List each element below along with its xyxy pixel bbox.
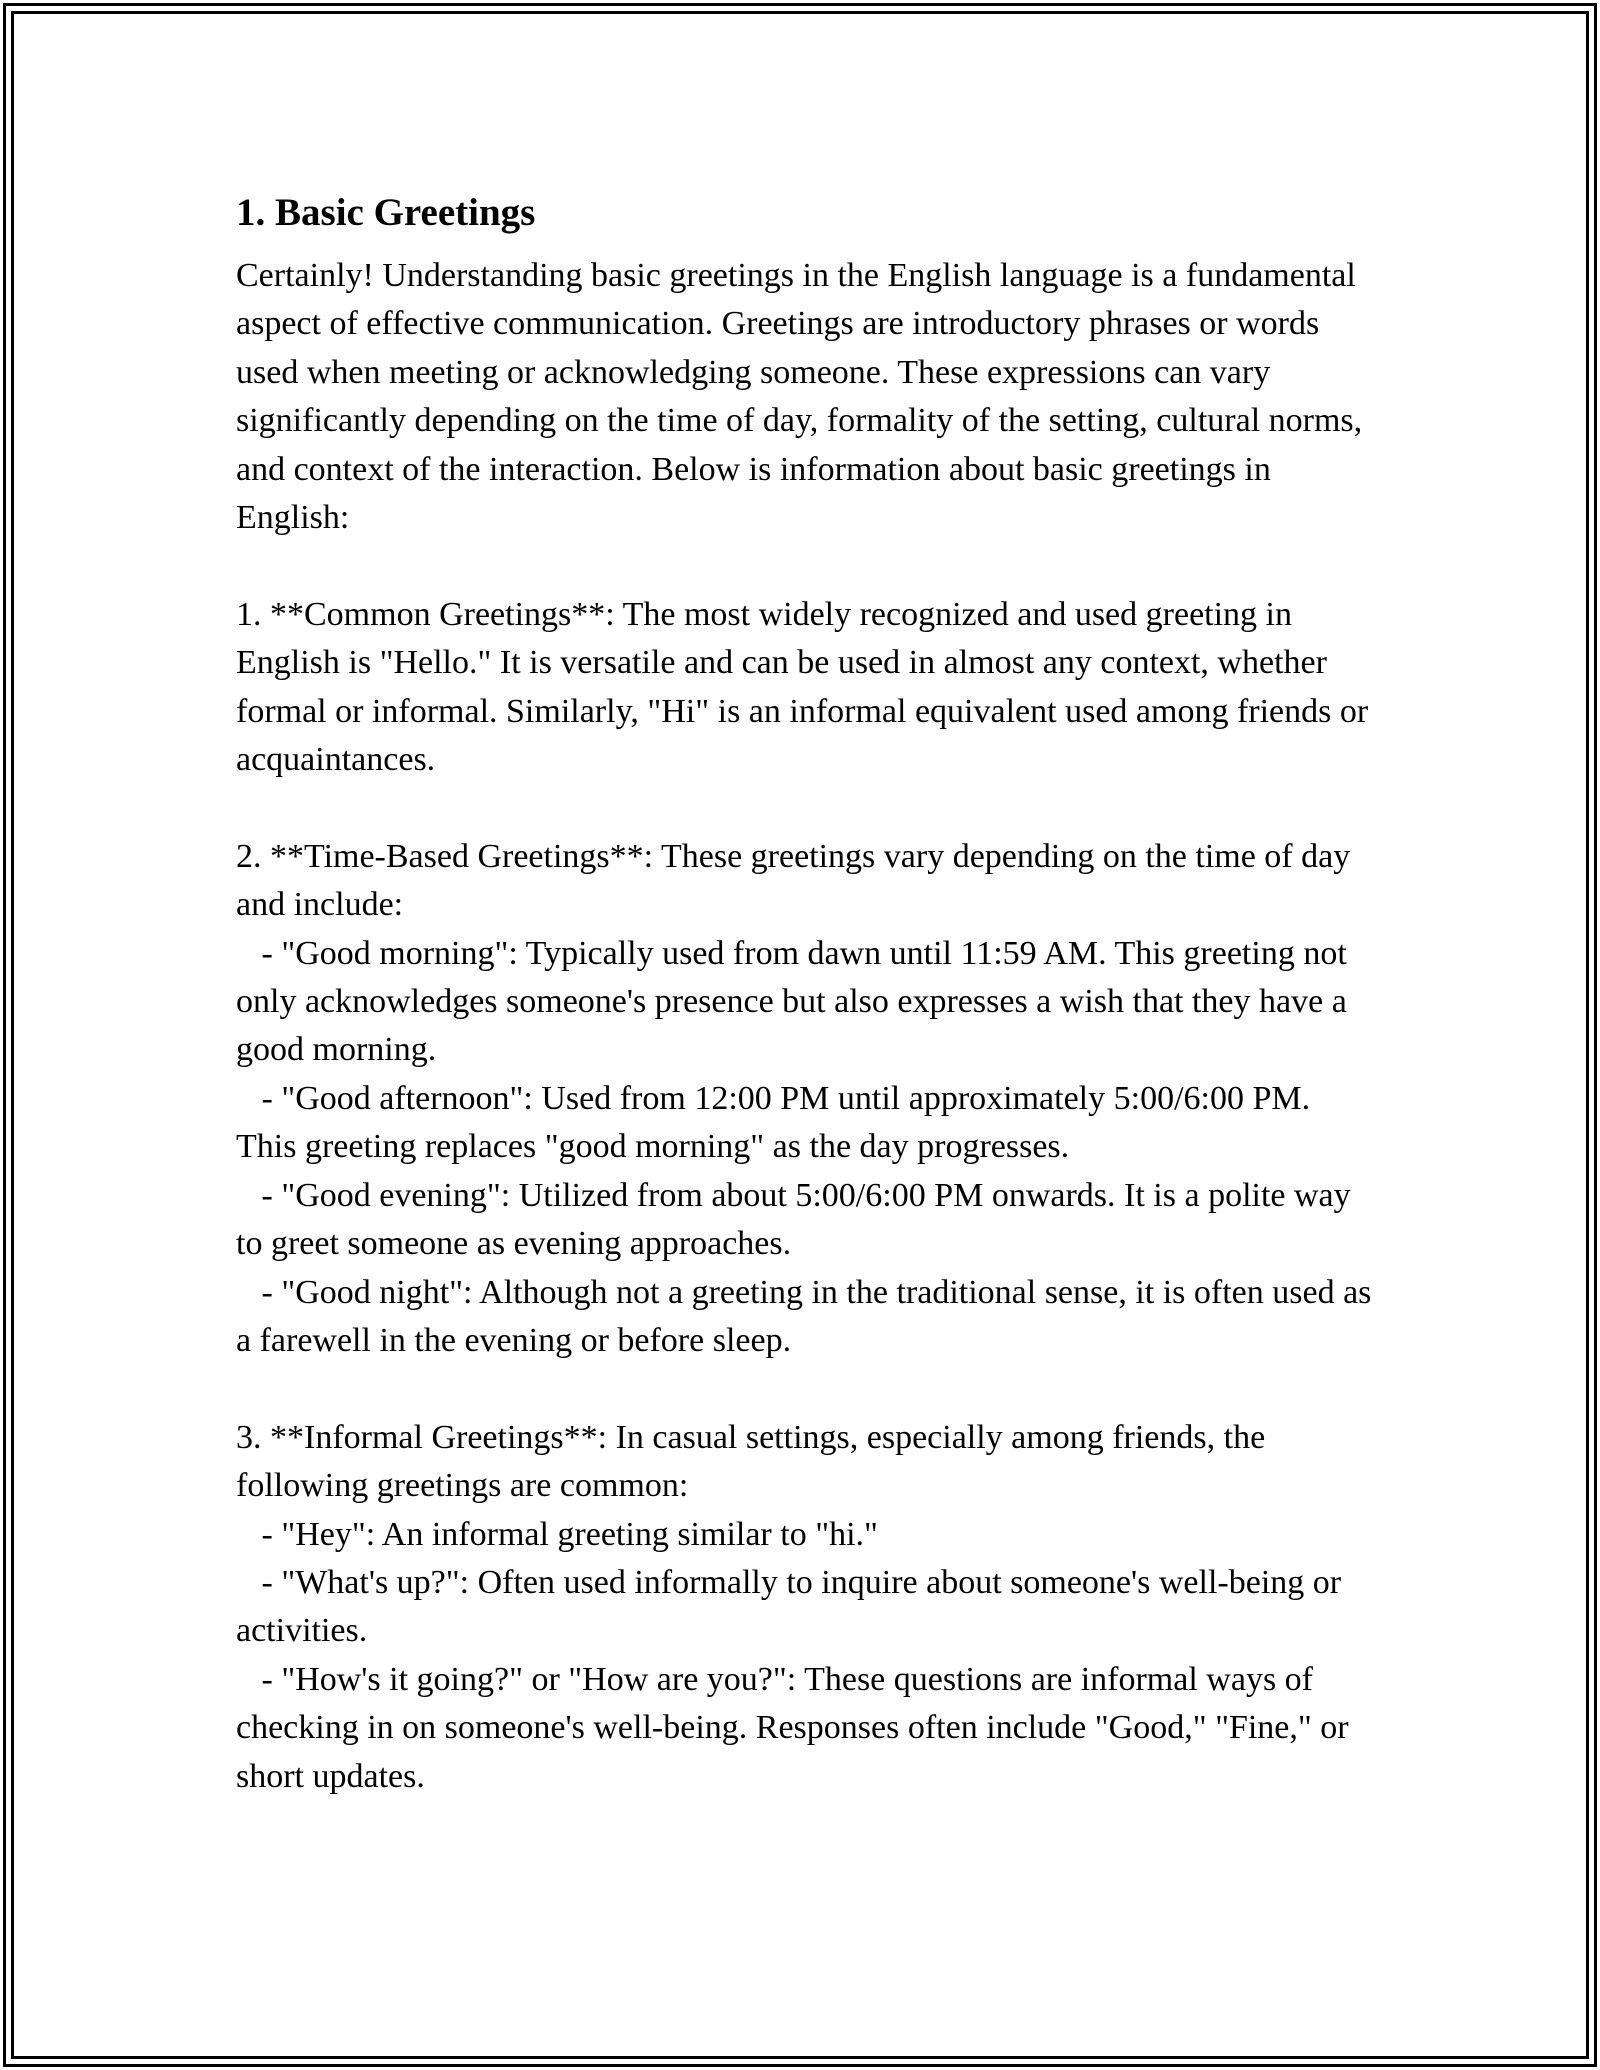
- list-item-good-morning: - "Good morning": Typically used from dawn until 11:59 AM. This greeting not only acknowledges someone's presence but also expresses a wish that they have a good morning.: [236, 934, 1356, 1069]
- section-heading: 1. Basic Greetings: [236, 191, 536, 234]
- common-greetings-paragraph: 1. **Common Greetings**: The most widely recognized and used greeting in English is "Hello." It is versatile and can be used in almost any context, whether formal or informal. Similarly, "Hi" is an informal equivalent used among friends or acquaintances.: [236, 595, 1377, 779]
- list-item-good-evening: - "Good evening": Utilized from about 5:00/6:00 PM onwards. It is a polite way to greet someone as evening approaches.: [236, 1176, 1360, 1263]
- paragraph-spacer: [236, 542, 1376, 590]
- time-based-greetings-lead: 2. **Time-Based Greetings**: These greetings vary depending on the time of day and include:: [236, 837, 1359, 924]
- list-item-whats-up: - "What's up?": Often used informally to inquire about someone's well-being or activities.: [236, 1563, 1350, 1650]
- document-body: [236, 180, 1380, 1801]
- list-item-good-night: - "Good night": Although not a greeting in the traditional sense, it is often used as a farewell in the evening or before sleep.: [236, 1273, 1380, 1359]
- list-item-hows-it-going: - "How's it going?" or "How are you?": These questions are informal ways of checking in on someone's well-being. Responses often include "Good," "Fine," or short updates.: [236, 1660, 1358, 1795]
- list-item-hey: - "Hey": An informal greeting similar to "hi.": [236, 1515, 878, 1553]
- paragraph-spacer: [236, 784, 1376, 832]
- informal-greetings-lead: 3. **Informal Greetings**: In casual settings, especially among friends, the following greetings are common:: [236, 1418, 1274, 1505]
- paragraph-spacer: [236, 1365, 1376, 1413]
- intro-paragraph: Certainly! Understanding basic greetings in the English language is a fundamental aspect of effective communication. Greetings are introductory phrases or words used when meeting or acknowledging someone. These expressions can vary significantly depending on the time of day, formality of the setting, cultural norms, and context of the interaction. Below is information about basic greetings in English:: [236, 257, 1371, 537]
- list-item-good-afternoon: - "Good afternoon": Used from 12:00 PM until approximately 5:00/6:00 PM. This greeting replaces "good morning" as the day progresses.: [236, 1079, 1318, 1166]
